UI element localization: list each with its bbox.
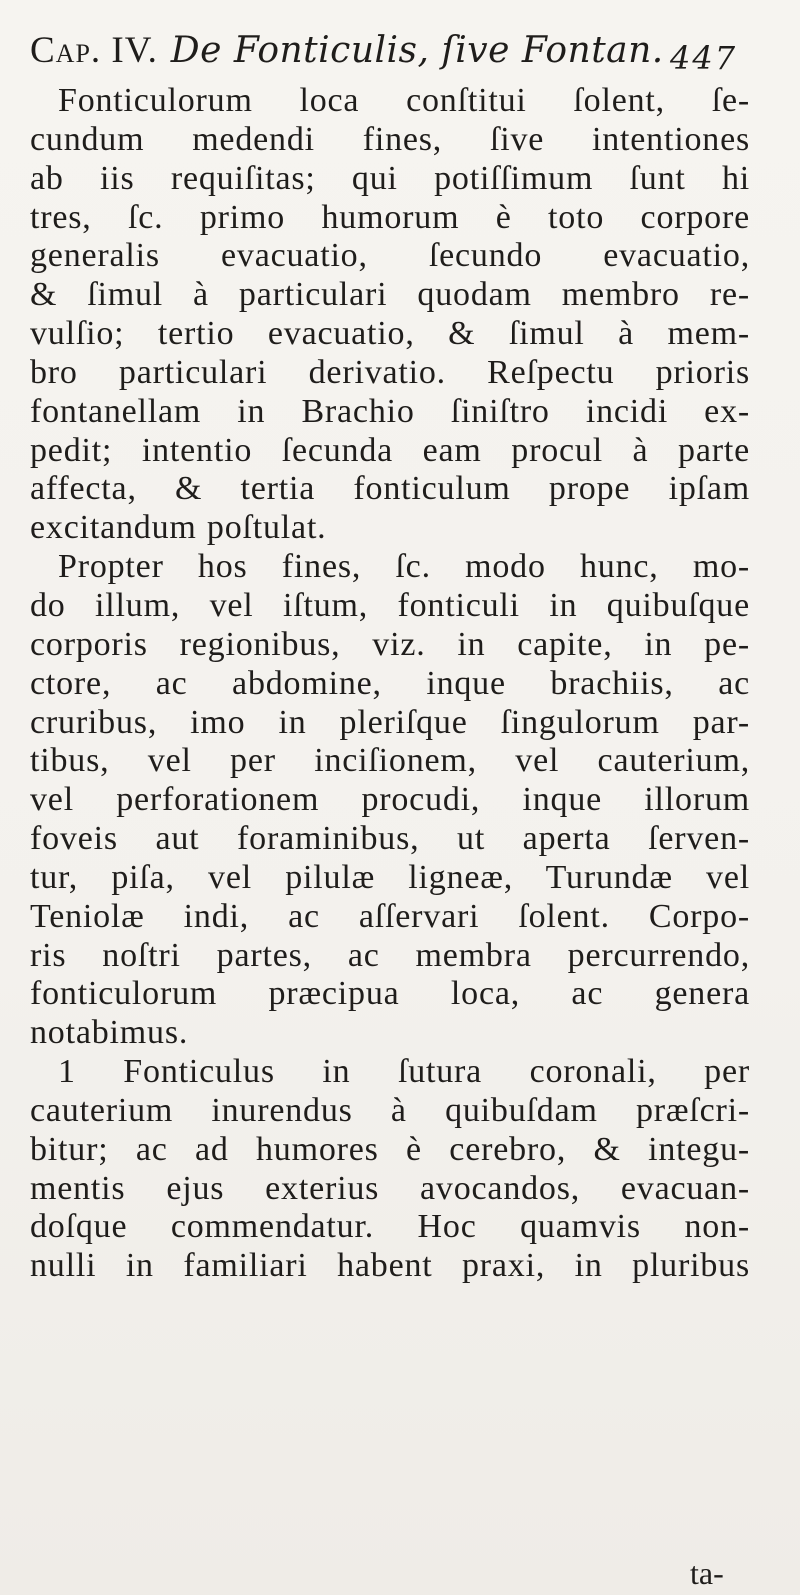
text-line: 1 Fonticulus in ſutura coronali, per [58, 1053, 750, 1091]
text-line: cauterium inurendus à quibuſdam præſcri- [30, 1091, 750, 1129]
text-line: bitur; ac ad humores è cerebro, & integu- [30, 1130, 750, 1168]
text-line: vel perforationem procudi, inque illorum [30, 781, 750, 819]
text-line: vulſio; tertio evacuatio, & ſimul à mem- [30, 315, 750, 353]
text-line: do illum, vel iſtum, fonticuli in quibuſque [30, 586, 750, 624]
text-line: ris noſtri partes, ac membra percurrendo, [30, 936, 750, 974]
text-line: cundum medendi fines, ſive intentiones [30, 120, 750, 158]
text-line: mentis ejus exterius avocandos, evacuan- [30, 1169, 750, 1207]
text-line: tres, ſc. primo humorum è toto corpore [30, 198, 750, 236]
text-line: tibus, vel per inciſionem, vel cauterium, [30, 742, 750, 780]
text-line: generalis evacuatio, ſecundo evacuatio, [30, 237, 750, 275]
text-line: excitandum poſtulat. [30, 509, 327, 547]
text-line: pedit; intentio ſecunda eam procul à parte [30, 431, 750, 469]
text-line: Fonticulorum loca conſtitui ſolent, ſe- [58, 82, 750, 119]
running-head [30, 28, 664, 73]
text-line: foveis aut foraminibus, ut aperta ſerven- [30, 820, 750, 858]
text-line: doſque commendatur. Hoc quamvis non- [30, 1208, 750, 1246]
text-line: fonticulorum præcipua loca, ac genera [30, 975, 750, 1013]
text-line: & ſimul à particulari quodam membro re- [30, 276, 750, 314]
chapter-title: De Fonticulis, ſive Fontan. [170, 30, 664, 71]
text-line: bro particulari derivatio. Reſpectu prioris [30, 353, 750, 391]
page-header [30, 28, 750, 78]
catchword: ta- [690, 1555, 724, 1591]
text-line: Propter hos fines, ſc. modo hunc, mo- [58, 548, 750, 586]
text-line: corporis regionibus, viz. in capite, in pe- [30, 625, 750, 663]
body-text [30, 82, 750, 1286]
text-line: cruribus, imo in pleriſque ſingulorum par- [30, 703, 750, 741]
text-line: ab iis requiſitas; qui potiſſimum ſunt hi [30, 159, 750, 197]
text-line: fontanellam in Brachio ſiniſtro incidi ex- [30, 392, 750, 430]
text-line: Teniolæ indi, ac aſſervari ſolent. Corpo- [30, 897, 750, 935]
text-line: tur, piſa, vel pilulæ ligneæ, Turundæ vel [30, 858, 750, 896]
chapter-label: Cap. IV. [30, 30, 158, 71]
text-line: notabimus. [30, 1014, 189, 1052]
text-line: nulli in familiari habent praxi, in pluribus [30, 1247, 750, 1285]
page-number: 447 [670, 39, 738, 77]
text-line: ctore, ac abdomine, inque brachiis, ac [30, 664, 750, 702]
text-line: affecta, & tertia fonticulum prope ipſam [30, 470, 750, 508]
